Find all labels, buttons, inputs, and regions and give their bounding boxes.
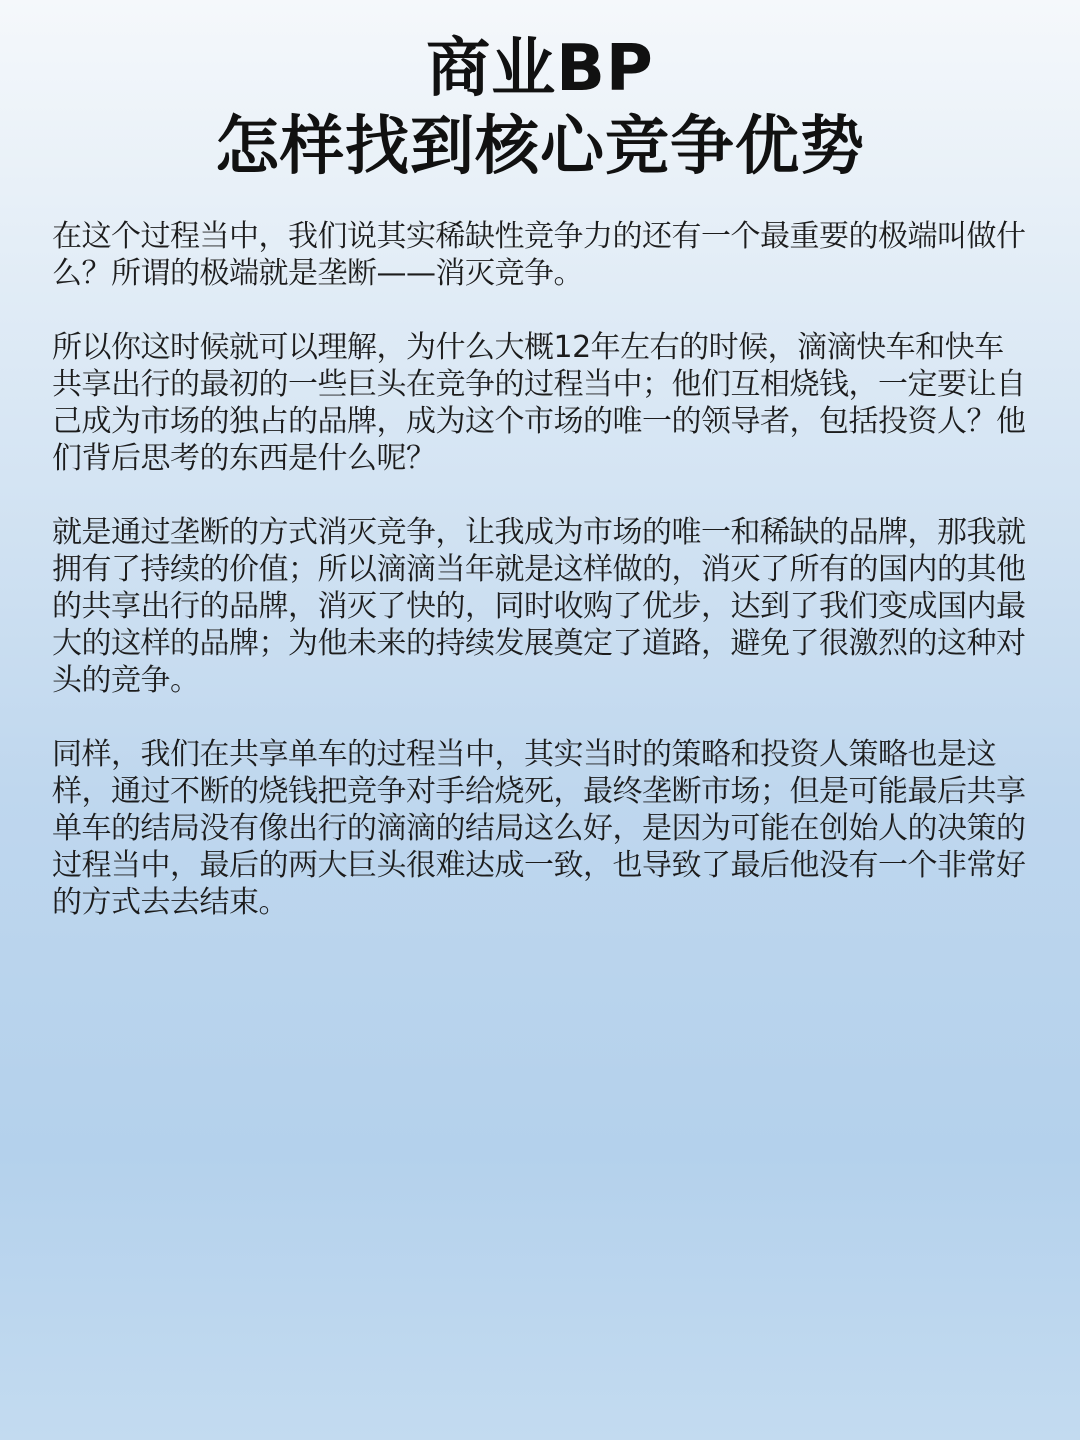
paragraph-2: 所以你这时候就可以理解，为什么大概12年左右的时候，滴滴快车和快车共享出行的最初的一些巨头在竞争的过程当中；他们互相烧钱，一定要让自己成为市场的独占的品牌，成为这个市场的唯一的领导者，包括投资人？他们背后思考的东西是什么呢？ <box>52 330 1026 476</box>
paragraph-4: 同样，我们在共享单车的过程当中，其实当时的策略和投资人策略也是这样，通过不断的烧钱把竞争对手给烧死，最终垄断市场；但是可能最后共享单车的结局没有像出行的滴滴的结局这么好，是因为可能在创始人的决策的过程当中，最后的两大巨头很难达成一致，也导致了最后他没有一个非常好的方式去去结束。 <box>52 737 1026 920</box>
page-title <box>0 30 1080 186</box>
paragraph-1: 在这个过程当中，我们说其实稀缺性竞争力的还有一个最重要的极端叫做什么？所谓的极端就是垄断——消灭竞争。 <box>52 219 1026 291</box>
title-line-2: 怎样找到核心竞争优势 <box>215 110 865 184</box>
article-body <box>52 218 1028 958</box>
paragraph-3: 就是通过垄断的方式消灭竞争，让我成为市场的唯一和稀缺的品牌，那我就拥有了持续的价值；所以滴滴当年就是这样做的，消灭了所有的国内的其他的共享出行的品牌，消灭了快的，同时收购了优步，达到了我们变成国内最大的这样的品牌；为他未来的持续发展奠定了道路，避免了很激烈的这种对头的竞争。 <box>52 515 1026 698</box>
title-line-1: 商业BP <box>426 32 654 106</box>
